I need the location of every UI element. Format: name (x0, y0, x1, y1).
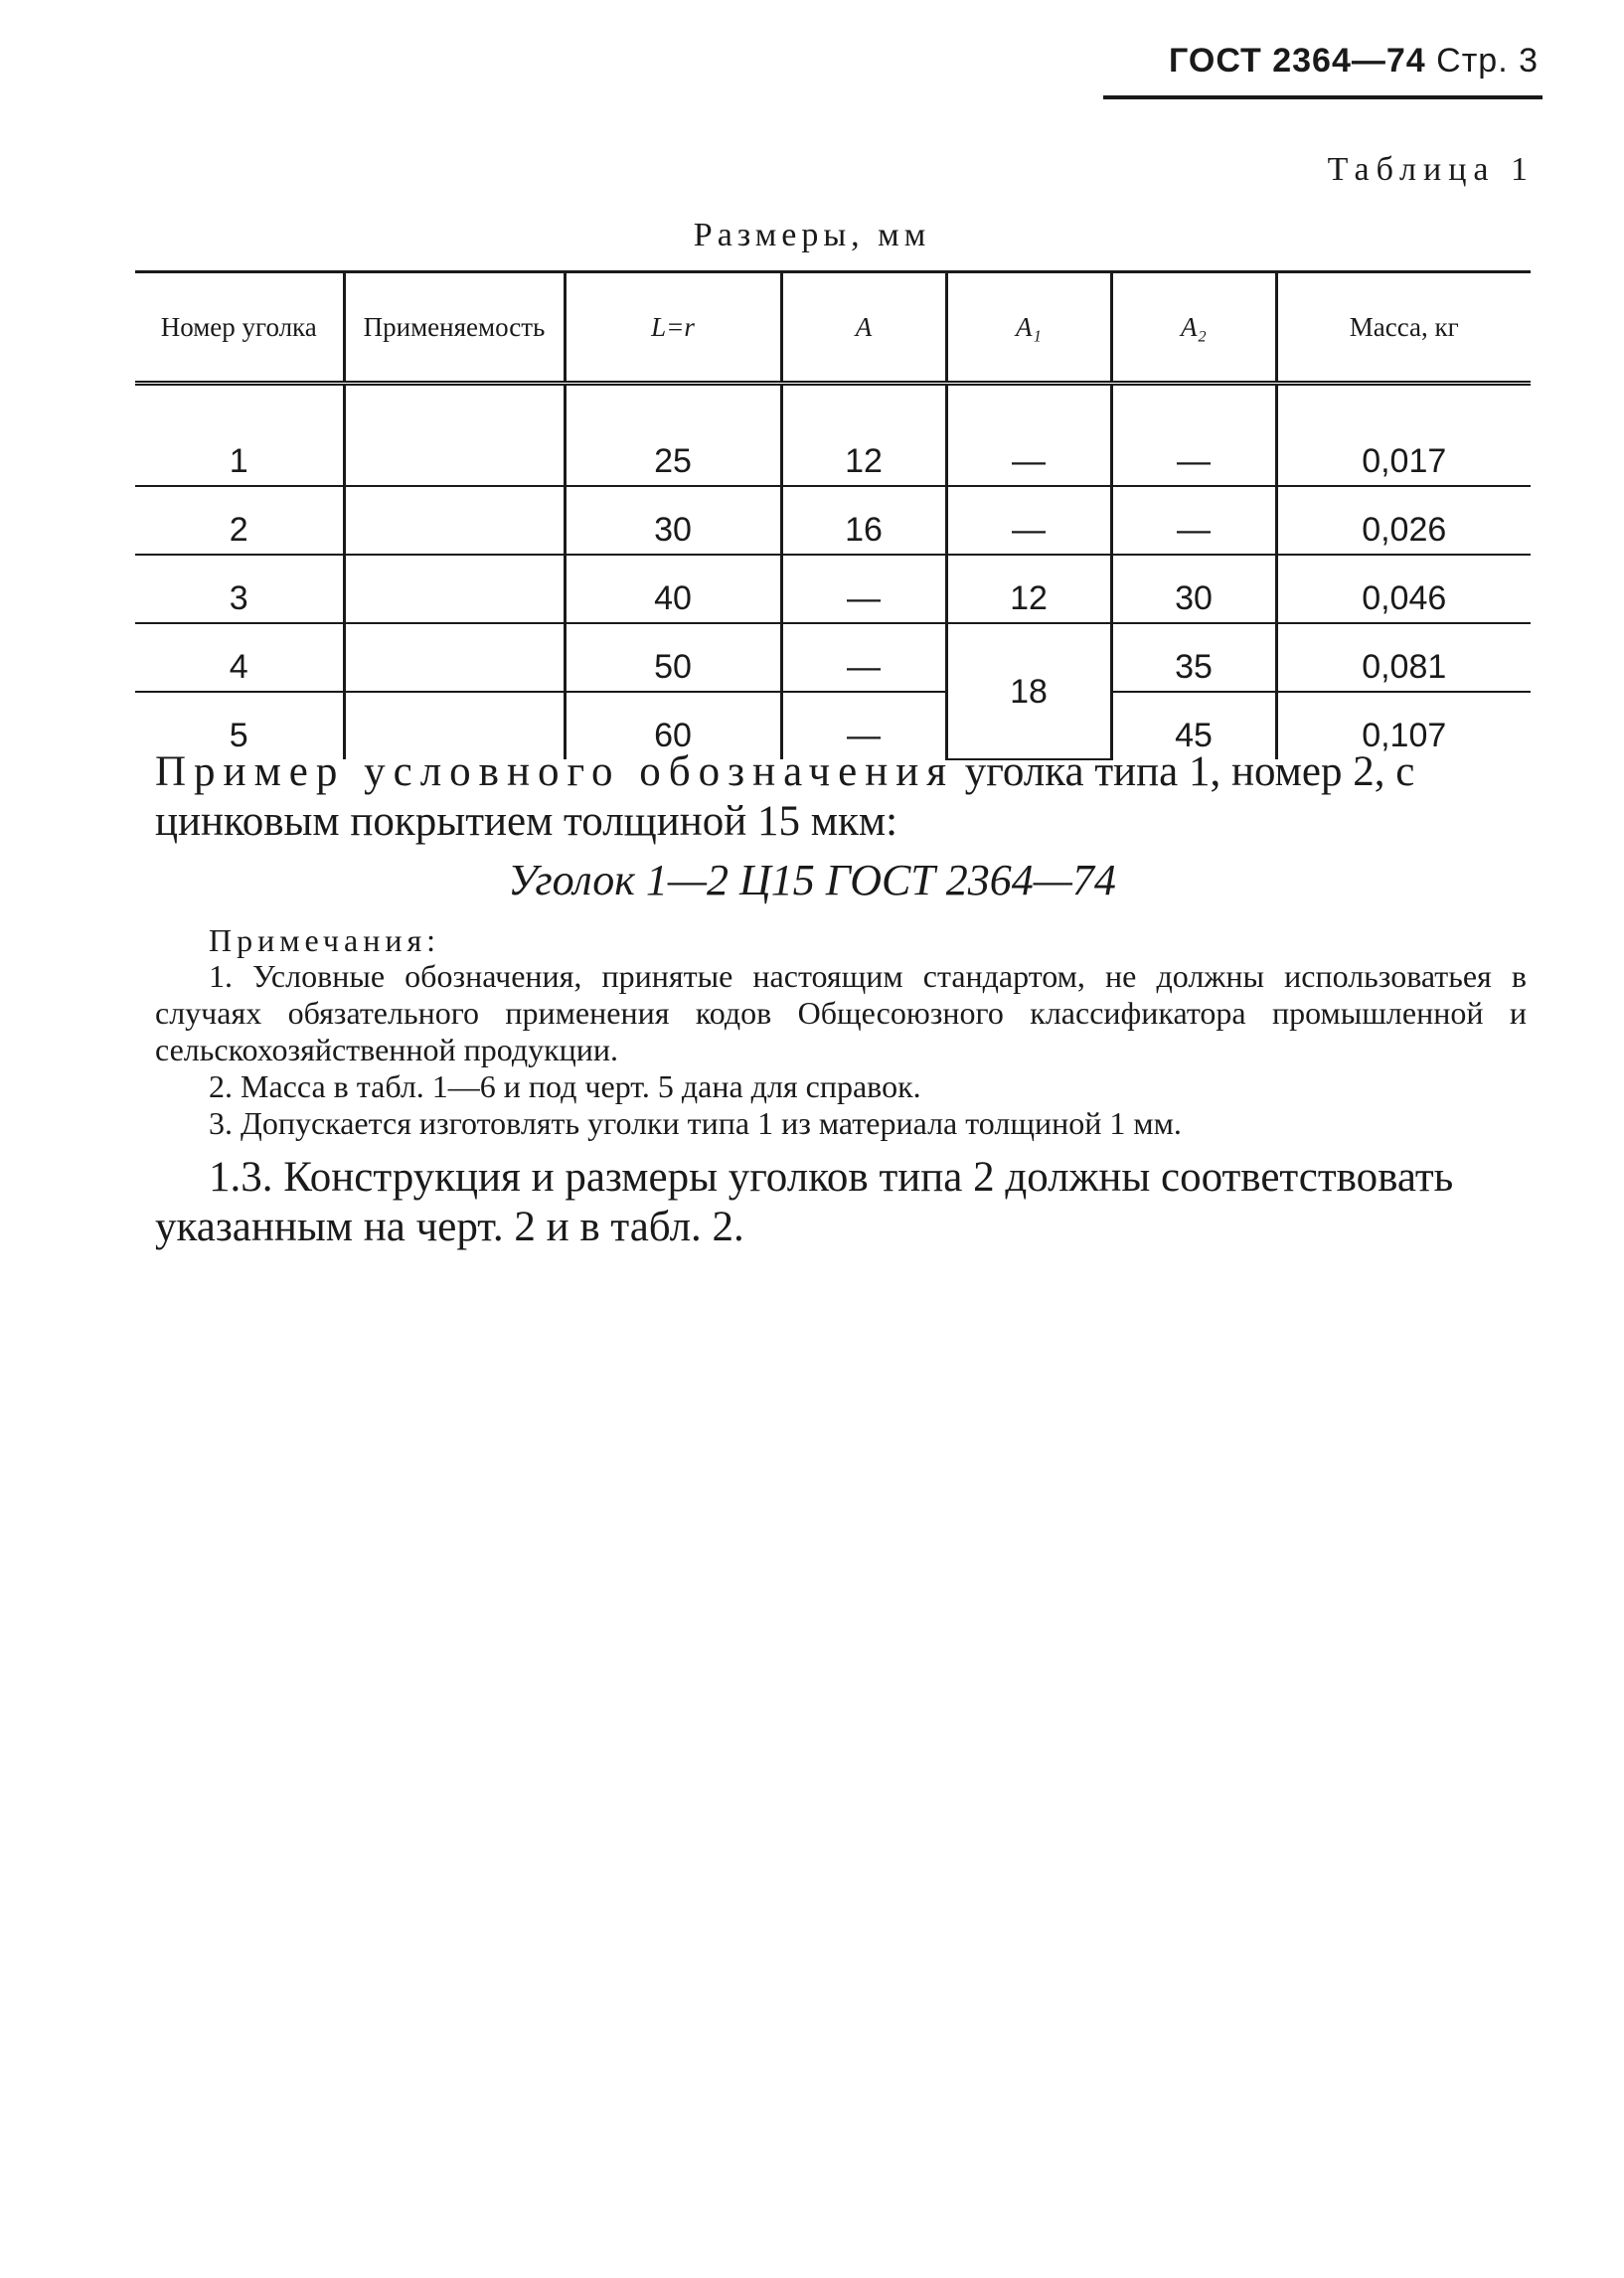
note-item: 2. Масса в табл. 1—6 и под черт. 5 дана для справок. (209, 1068, 921, 1104)
col-header-applicability: Применяемость (344, 272, 565, 384)
cell-number: 5 (229, 717, 248, 754)
note-item: 1. Условные обозначения, принятые настоящим стандартом, не должны использоватьея в случаях обязательного применения кодов Общесоюзного классификатора промышленной и сельскохозяйственной продукции. (155, 958, 1527, 1067)
cell-applicability (344, 555, 565, 623)
cell-l-r: 25 (565, 384, 781, 487)
table-label: Таблица 1 (1327, 151, 1535, 188)
notes-title: Примечания: (209, 922, 441, 958)
table-header-row (135, 272, 1531, 384)
cell-a1-merged: 18 (946, 623, 1111, 759)
dimensions-table (135, 270, 1531, 760)
note-item: 3. Допускается изготовлять уголки типа 1 из материала толщиной 1 мм. (209, 1105, 1182, 1141)
cell-number: 2 (135, 486, 344, 555)
page-header (1169, 42, 1539, 81)
cell-a: — (781, 623, 946, 692)
cell-number: 3 (135, 555, 344, 623)
section-1-3 (155, 1153, 1527, 1252)
document-code: ГОСТ 2364—74 (1169, 42, 1426, 80)
cell-l-r: 40 (565, 555, 781, 623)
designation-example-paragraph (155, 747, 1527, 847)
col-header-a: A (781, 272, 946, 384)
cell-a: — (781, 555, 946, 623)
col-header-a2: A₂ (1111, 272, 1276, 384)
cell-a: 12 (781, 384, 946, 487)
cell-mass: 0,026 (1276, 486, 1531, 555)
notes-list (155, 958, 1527, 1142)
cell-a2: 45 (1111, 692, 1276, 759)
header-rule (1103, 95, 1543, 99)
designation-example: Уголок 1—2 Ц15 ГОСТ 2364—74 (508, 856, 1116, 904)
cell-mass: 0,017 (1276, 384, 1531, 487)
cell-mass: 0,081 (1276, 623, 1531, 692)
example-text: уголка типа 1, номер 2, с цинковым покрытием толщиной 15 мкм: (155, 748, 1415, 845)
table-row (135, 486, 1531, 555)
cell-a: — (781, 692, 946, 759)
cell-l-r: 60 (565, 692, 781, 759)
col-header-a1: A₁ (946, 272, 1111, 384)
cell-a1: — (946, 384, 1111, 487)
cell-a2: — (1111, 384, 1276, 487)
cell-mass: 0,046 (1276, 555, 1531, 623)
dimensions-caption: Размеры, мм (693, 217, 931, 253)
cell-a1: — (946, 486, 1111, 555)
cell-applicability (344, 486, 565, 555)
cell-applicability (344, 384, 565, 487)
col-header-l-r: L=r (565, 272, 781, 384)
cell-l-r: 30 (565, 486, 781, 555)
cell-number: 1 (135, 384, 344, 487)
table-row (135, 384, 1531, 487)
table-row (135, 555, 1531, 623)
col-header-number: Номер уголка (135, 272, 344, 384)
cell-a2: 35 (1111, 623, 1276, 692)
col-header-mass: Масса, кг (1276, 272, 1531, 384)
cell-a1: 12 (946, 555, 1111, 623)
cell-number: 4 (135, 623, 344, 692)
cell-mass: 0,107 (1276, 692, 1531, 759)
cell-a2: 30 (1111, 555, 1276, 623)
cell-a: 16 (781, 486, 946, 555)
cell-a2: — (1111, 486, 1276, 555)
page-number: Стр. 3 (1436, 42, 1539, 80)
cell-applicability (344, 623, 565, 692)
table-row (135, 623, 1531, 692)
cell-l-r: 50 (565, 623, 781, 692)
example-lead: Пример условного обозначения (155, 748, 955, 795)
section-1-3-text: 1.3. Конструкция и размеры уголков типа 2 должны соответствовать указанным на черт. 2 и в табл. 2. (155, 1154, 1454, 1250)
